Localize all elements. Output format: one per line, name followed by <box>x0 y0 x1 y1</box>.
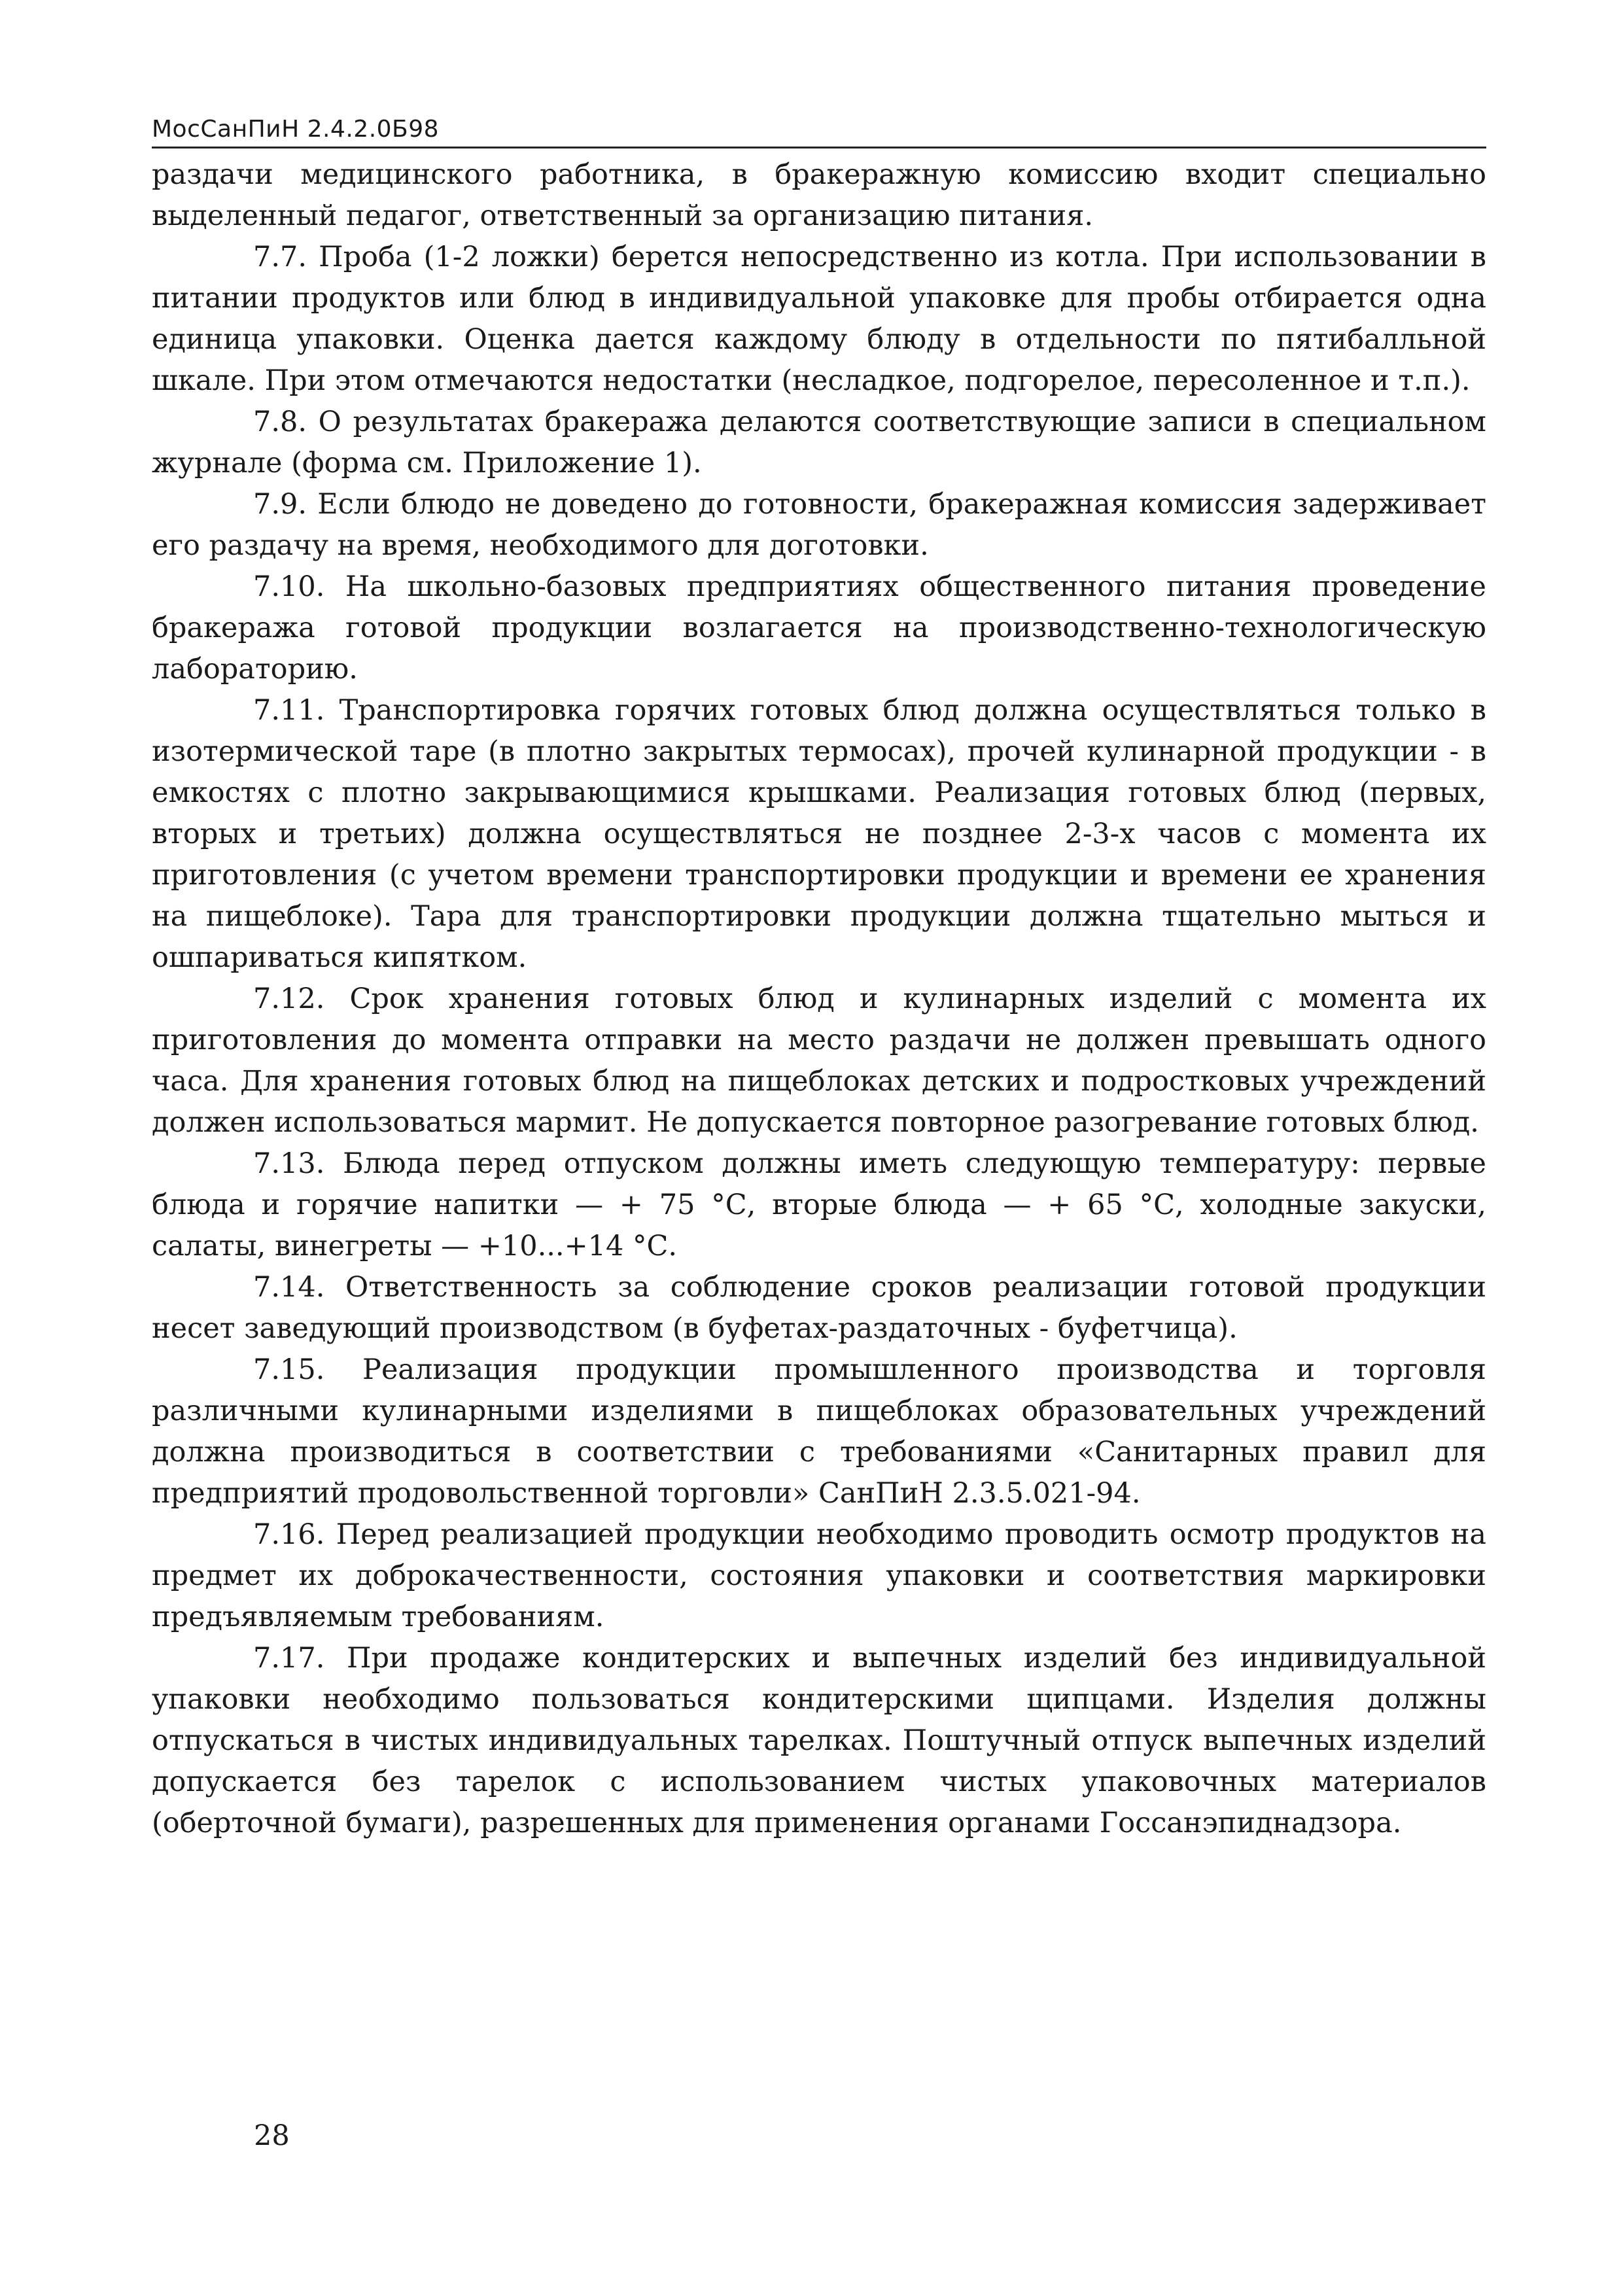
document-code: МосСанПиН 2.4.2.0Б98 <box>152 116 440 143</box>
paragraph-7-9: 7.9. Если блюдо не доведено до готовности, бракеражная комиссия задерживает его раздачу на время, необходимого для доготовки. <box>152 488 1486 562</box>
page-number: 28 <box>254 2119 290 2152</box>
paragraph-7-8: 7.8. О результатах бракеража делаются соответствующие записи в специальном журнале (форма см. Приложение 1). <box>152 406 1486 479</box>
paragraph-7-12: 7.12. Срок хранения готовых блюд и кулинарных изделий с момента их приготовления до момента отправки на место раздачи не должен превышать одного часа. Для хранения готовых блюд на пищеблоках детских и подростковых учреждений должен использоваться мармит. Не допускается повторное разогревание готовых блюд. <box>152 983 1486 1139</box>
paragraph-7-11: 7.11. Транспортировка горячих готовых блюд должна осуществляться только в изотермической таре (в плотно закрытых термосах), прочей кулинарной продукции - в емкостях с плотно закрывающимися крышками. Реализация готовых блюд (первых, вторых и третьих) должна осуществляться не позднее 2-3-х часов с момента их приготовления (с учетом времени транспортировки продукции и времени ее хранения на пищеблоке). Тара для транспортировки продукции должна тщательно мыться и ошпариваться кипятком. <box>152 694 1486 974</box>
paragraph-7-17: 7.17. При продаже кондитерских и выпечных изделий без индивидуальной упаковки необходимо пользоваться кондитерскими щипцами. Изделия должны отпускаться в чистых индивидуальных тарелках. Поштучный отпуск выпечных изделий допускается без тарелок с использованием чистых упаковочных материалов (оберточной бумаги), разрешенных для применения органами Госсанэпиднадзора. <box>152 1642 1486 1839</box>
paragraph-7-14: 7.14. Ответственность за соблюдение сроков реализации готовой продукции несет заведующий производством (в буфетах-раздаточных - буфетчица). <box>152 1271 1486 1345</box>
running-header <box>152 110 1486 148</box>
paragraph-7-7: 7.7. Проба (1-2 ложки) берется непосредственно из котла. При использовании в питании продуктов или блюд в индивидуальной упаковке для пробы отбирается одна единица упаковки. Оценка дается каждому блюду в отдельности по пятибалльной шкале. При этом отмечаются недостатки (несладкое, подгорелое, пересоленное и т.п.). <box>152 241 1486 397</box>
paragraph-7-15: 7.15. Реализация продукции промышленного производства и торговля различными кулинарными изделиями в пищеблоках образовательных учреждений должна производиться в соответствии с требованиями «Санитарных правил для предприятий продовольственной торговли» СанПиН 2.3.5.021-94. <box>152 1353 1486 1510</box>
paragraph-continuation: раздачи медицинского работника, в бракеражную комиссию входит специально выделенный педагог, ответственный за организацию питания. <box>152 158 1486 232</box>
paragraph-7-16: 7.16. Перед реализацией продукции необходимо проводить осмотр продуктов на предмет их доброкачественности, состояния упаковки и соответствия маркировки предъявляемым требованиям. <box>152 1518 1486 1633</box>
document-body <box>152 154 1486 1844</box>
paragraph-7-10: 7.10. На школьно-базовых предприятиях общественного питания проведение бракеража готовой продукции возлагается на производственно-технологическую лабораторию. <box>152 570 1486 686</box>
paragraph-7-13: 7.13. Блюда перед отпуском должны иметь следующую температуру: первые блюда и горячие напитки — + 75 °С, вторые блюда — + 65 °С, холодные закуски, салаты, винегреты — +10...+14 °С. <box>152 1147 1486 1262</box>
